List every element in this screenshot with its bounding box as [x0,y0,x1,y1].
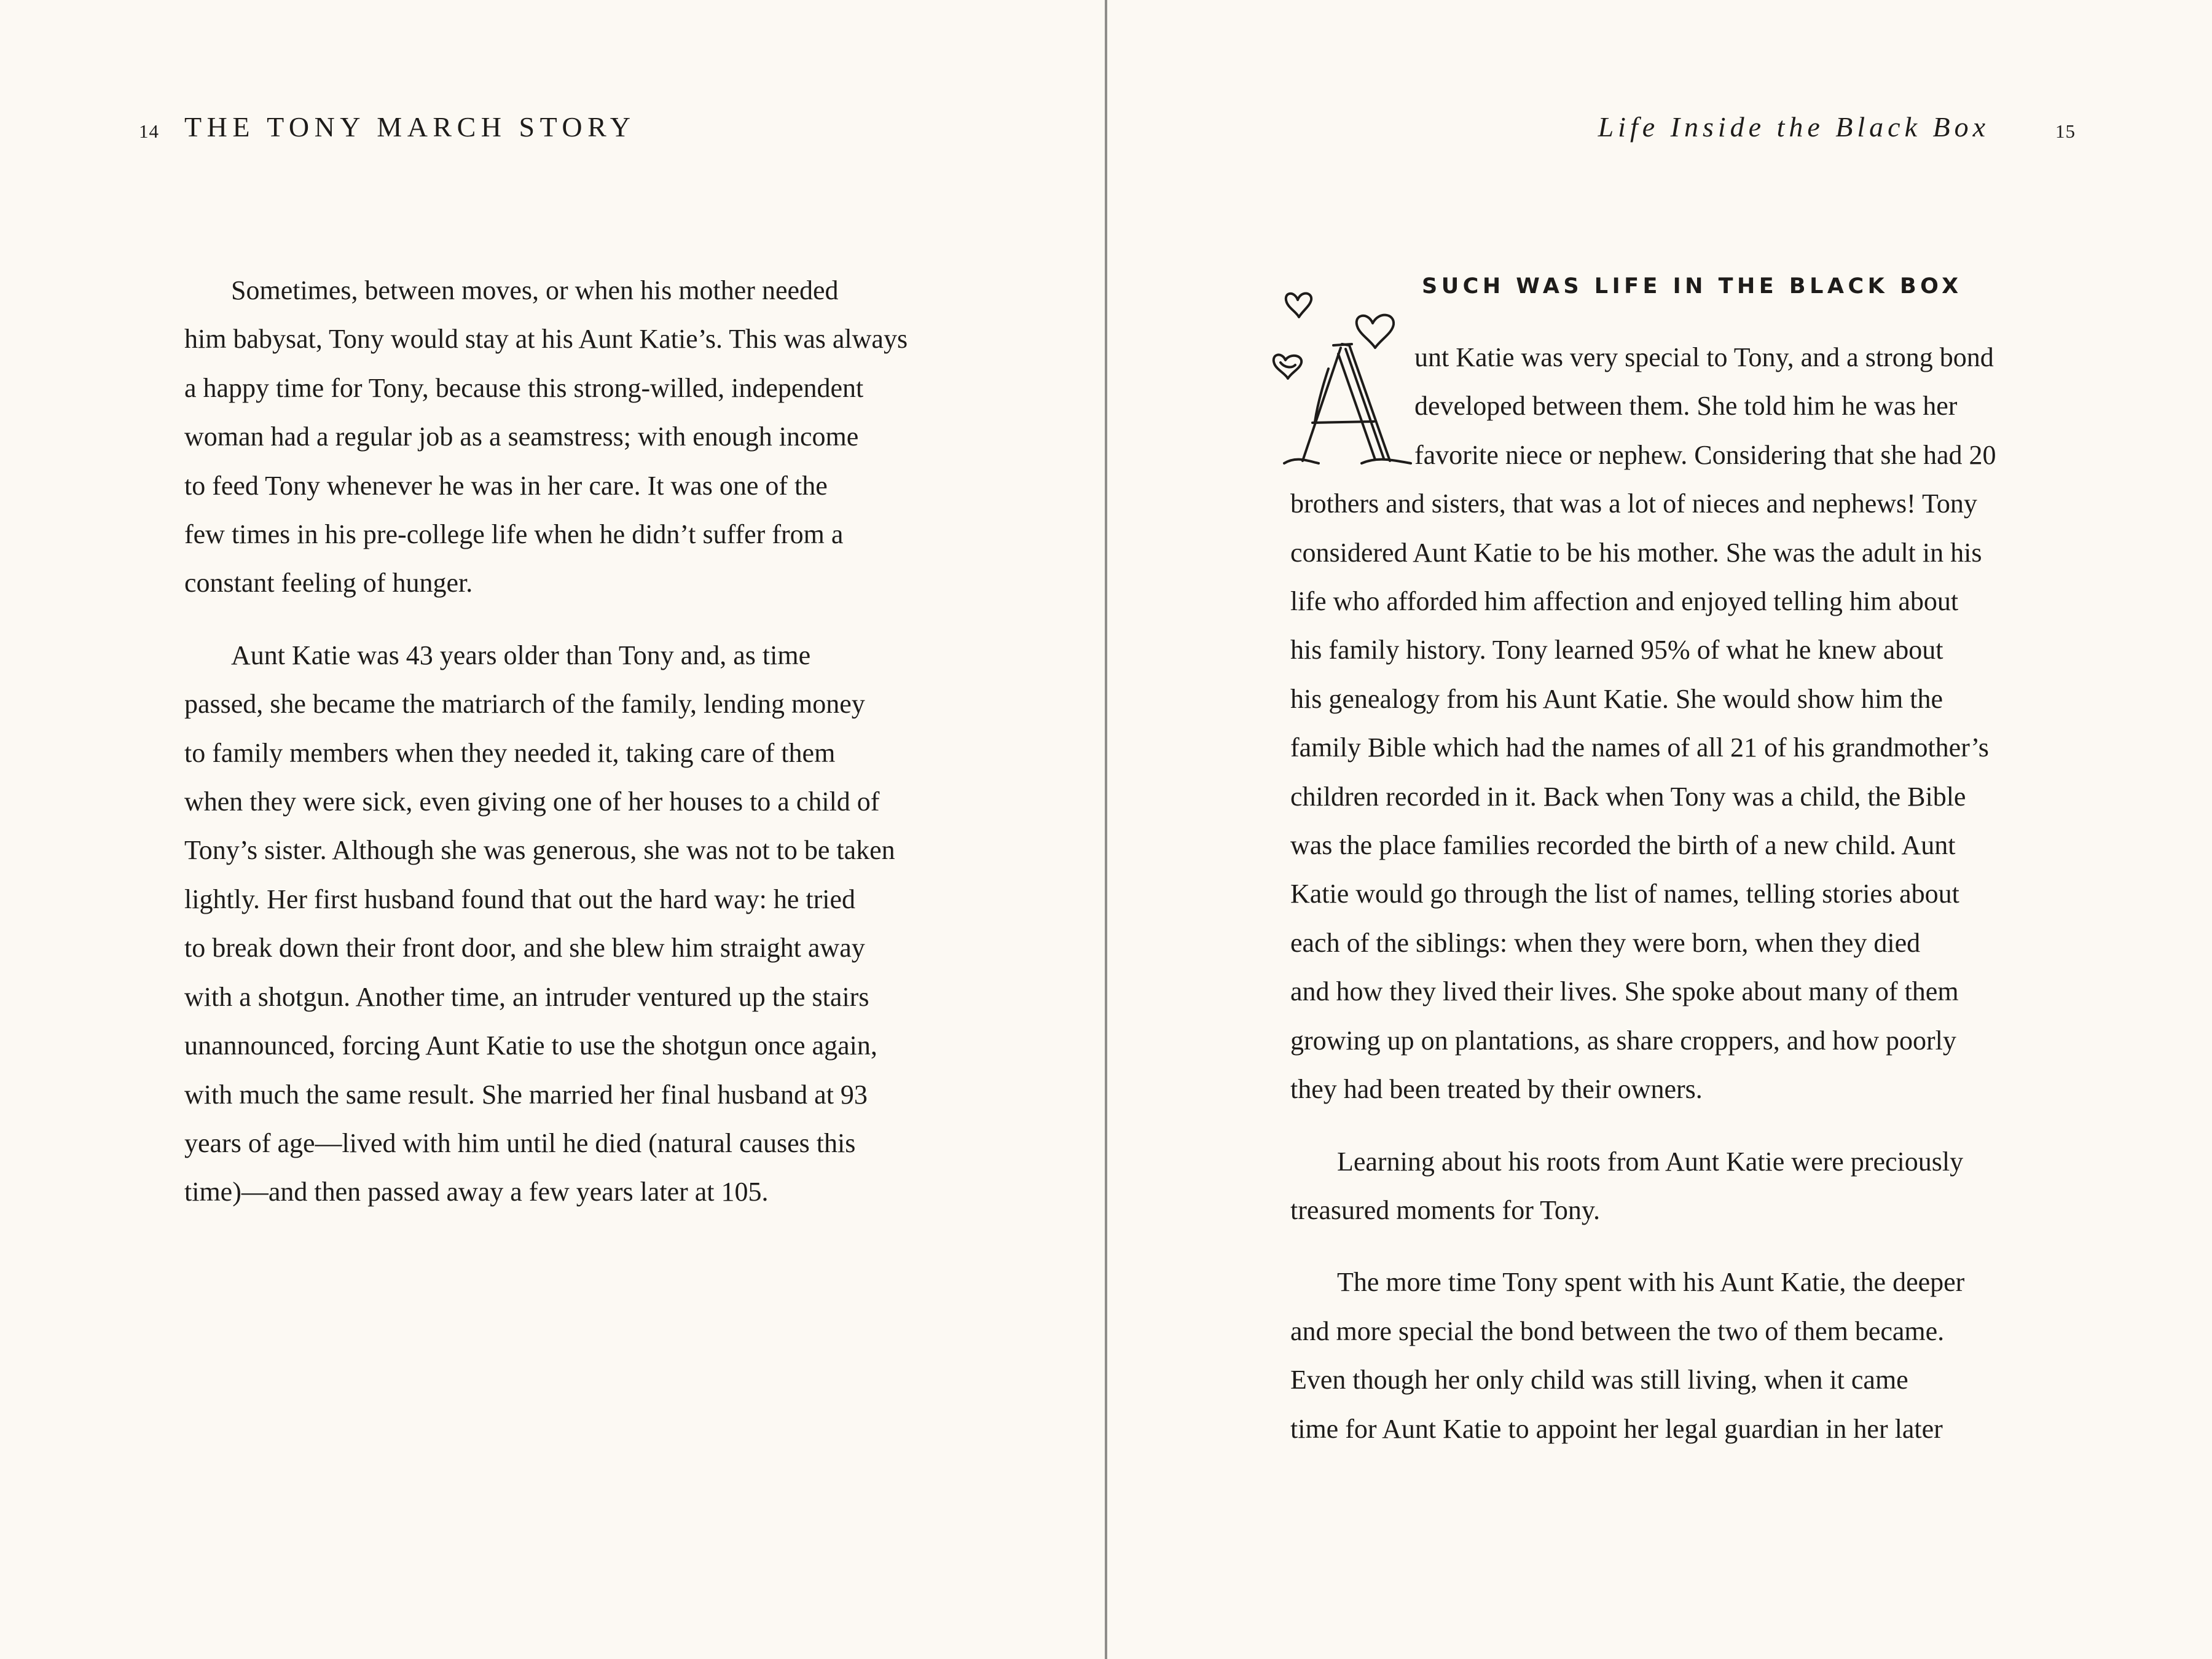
text-line: Learning about his roots from Aunt Katie were preciously [1337,1146,1964,1177]
text-line: children recorded in it. Back when Tony was a child, the Bible [1290,781,1966,812]
text-line: unt Katie was very special to Tony, and a strong bond [1414,342,1994,372]
text-line: treasured moments for Tony. [1290,1194,1601,1225]
paragraph [1290,333,2108,1114]
text-line: Aunt Katie was 43 years older than Tony and, as time [231,640,811,670]
text-line: with much the same result. She married her final husband at 93 [184,1079,868,1110]
text-line: favorite niece or nephew. Considering that she had 20 [1414,439,1996,470]
text-line: each of the siblings: when they were born, when they died [1290,927,1921,958]
text-line: to break down their front door, and she blew him straight away [184,933,865,963]
text-line: developed between them. She told him he was her [1414,391,1958,422]
text-line: lightly. Her first husband found that out the hard way: he tried [184,884,856,914]
text-line: woman had a regular job as a seamstress; with enough income [184,422,859,452]
text-line: Tony’s sister. Although she was generous, she was not to be taken [184,835,895,866]
text-line: was the place families recorded the birth of a new child. Aunt [1290,830,1956,861]
running-head: Life Inside the Black Box [1598,111,1990,143]
paragraph [184,266,934,608]
heart-icon [1286,293,1311,317]
text-line: with a shotgun. Another time, an intruder ventured up the stairs [184,981,869,1012]
running-head: THE TONY MARCH STORY [184,111,636,143]
page-number: 14 [139,120,159,142]
text-line: his genealogy from his Aunt Katie. She would show him the [1290,683,1943,714]
text-line: time)—and then passed away a few years later at 105. [184,1177,769,1207]
page-number: 15 [2055,120,2076,142]
text-line: The more time Tony spent with his Aunt Katie, the deeper [1337,1267,1965,1298]
text-line: passed, she became the matriarch of the family, lending money [184,689,865,720]
text-line: a happy time for Tony, because this strong-willed, independent [184,372,864,403]
text-line: unannounced, forcing Aunt Katie to use the shotgun once again, [184,1030,877,1061]
text-line: when they were sick, even giving one of her houses to a child of [184,786,880,817]
text-line: his family history. Tony learned 95% of what he knew about [1290,635,1943,665]
text-line: him babysat, Tony would stay at his Aunt Katie’s. This was always [184,324,908,355]
section-title: SUCH WAS LIFE IN THE BLACK BOX [1422,274,1963,299]
text-line: years of age—lived with him until he died (natural causes this [184,1128,856,1158]
right-page [1107,0,2212,1659]
text-line: to family members when they needed it, taking care of them [184,737,836,768]
text-line: brothers and sisters, that was a lot of nieces and nephews! Tony [1290,488,1977,519]
text-line: Sometimes, between moves, or when his mother needed [231,275,839,305]
body-text [1290,333,2108,1477]
text-line: growing up on plantations, as share croppers, and how poorly [1290,1025,1956,1056]
text-line: and how they lived their lives. She spoke about many of them [1290,976,1959,1007]
text-line: family Bible which had the names of all 21 of his grandmother’s [1290,732,1989,763]
text-line: time for Aunt Katie to appoint her legal guardian in her later [1290,1413,1943,1444]
paragraph [184,631,934,1217]
text-line: Katie would go through the list of names, telling stories about [1290,879,1959,909]
text-line: considered Aunt Katie to be his mother. She was the adult in his [1290,537,1982,568]
text-line: they had been treated by their owners. [1290,1074,1703,1105]
paragraph [1290,1258,2108,1453]
text-line: to feed Tony whenever he was in her care. It was one of the [184,470,828,501]
text-line: few times in his pre-college life when he didn’t suffer from a [184,519,844,550]
text-line: Even though her only child was still living, when it came [1290,1365,1908,1395]
left-page [0,0,1105,1659]
body-text [184,266,934,1240]
text-line: life who afforded him affection and enjoyed telling him about [1290,586,1959,617]
paragraph [1290,1137,2108,1235]
text-line: constant feeling of hunger. [184,568,473,598]
text-line: and more special the bond between the two of them became. [1290,1316,1945,1346]
